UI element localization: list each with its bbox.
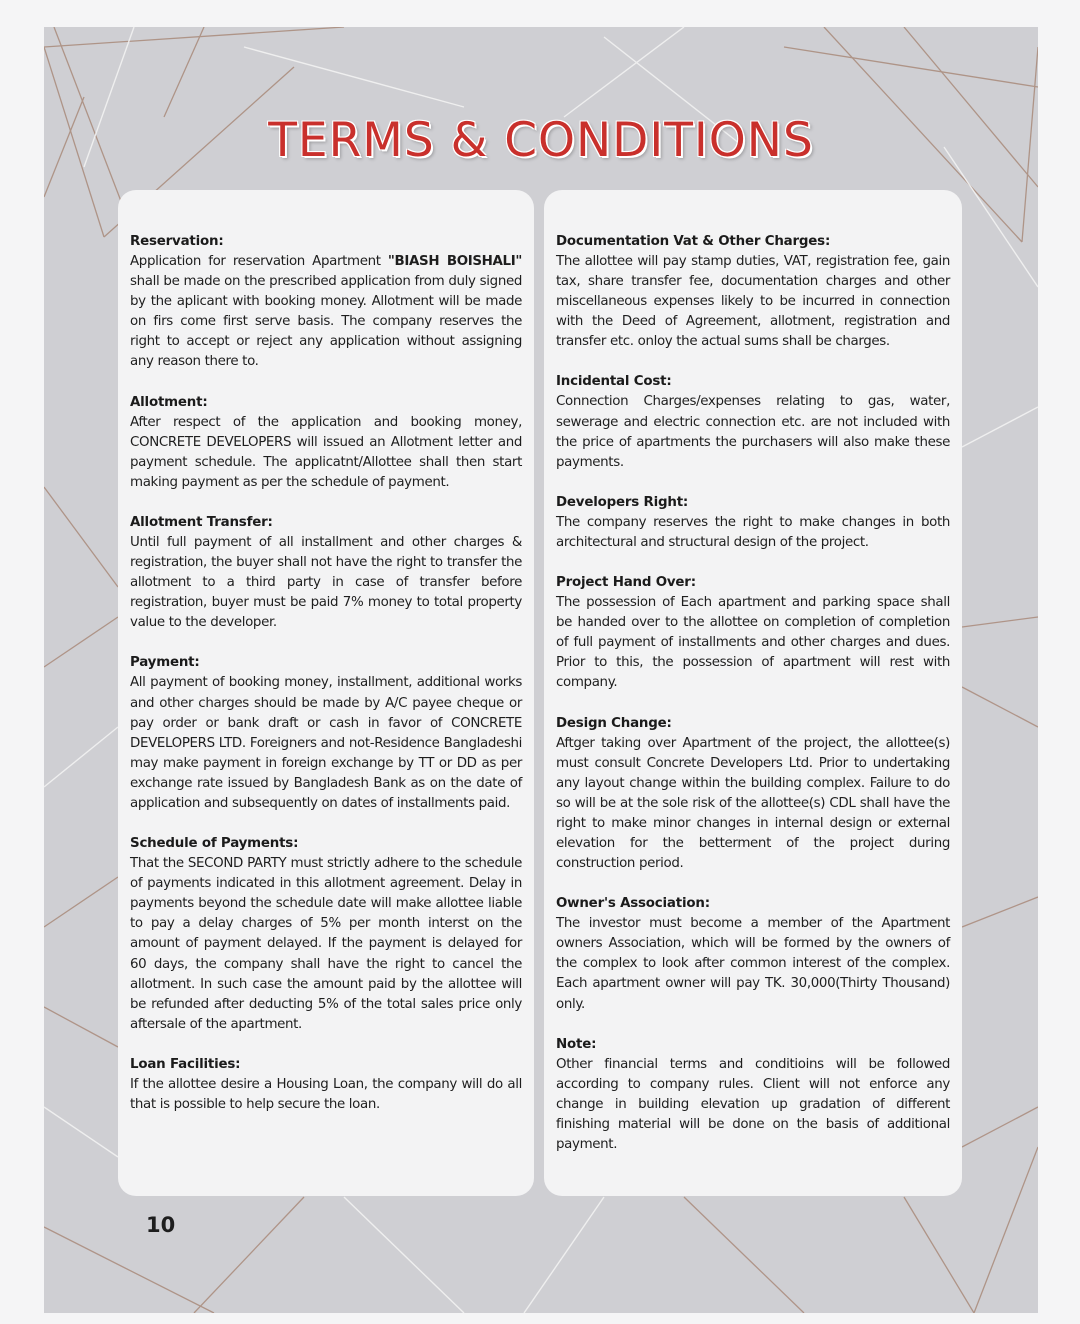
terms-card-right (544, 190, 962, 1196)
section-body: Until full payment of all installment and other charges & registration, the buyer shall not have the right to transfer the allotment to a third party in case of transfer before registration, buyer must be paid 7% money to total property value to the developer. (130, 534, 522, 631)
section-title: Note: (556, 1036, 597, 1052)
section-title: Payment: (130, 655, 200, 671)
section-body: All payment of booking money, installment, additional works and other charges should be made by A/C payee cheque or pay order or bank draft or cash in favor of CONCRETE DEVELOPERS LTD. Foreigners and not-Residence Bangladeshi may make payment in foreign exchange by TT or DD as per exchange rate issued by Bangladesh Bank as on the date of application and subsequently on dates of installments paid. (130, 675, 522, 811)
section-title: Project Hand Over: (556, 575, 696, 591)
section-body: The allottee will pay stamp duties, VAT, registration fee, gain tax, share transfer fee, documentation charges and other miscellaneous expenses likely to be incurred in connection with the Deed of Agreement, allotment, registration and transfer etc. onloy the actual sums shall be charges. (556, 254, 950, 350)
section-body: Aftger taking over Apartment of the project, the allottee(s) must consult Concrete Developers Ltd. Prior to undertaking any layout change within the building complex. Failure to do so will be at the sole risk of the allottee(s) CDL shall have the right to make minor changes in internal design or external elevation for the betterment of the project during construction period. (556, 735, 950, 872)
section-body: The company reserves the right to make changes in both architectural and structural design of the project. (556, 514, 950, 550)
section-loan-facilities (130, 1055, 522, 1115)
page-number: 10 (146, 1213, 176, 1237)
section-owners-association (556, 894, 950, 1014)
brochure-page (44, 27, 1038, 1313)
section-note (556, 1035, 950, 1155)
section-allotment-transfer (130, 513, 522, 633)
section-body: If the allottee desire a Housing Loan, the company will do all that is possible to help secure the loan. (130, 1076, 522, 1112)
section-allotment (130, 393, 522, 493)
section-title: Documentation Vat & Other Charges: (556, 234, 831, 249)
section-title: Schedule of Payments: (130, 836, 299, 852)
terms-card-left (118, 190, 534, 1196)
section-documentation (556, 232, 950, 352)
section-payment (130, 653, 522, 814)
section-title: Developers Right: (556, 494, 689, 510)
section-title: Design Change: (556, 715, 672, 731)
section-title: Owner's Association: (556, 896, 710, 912)
section-project-hand-over (556, 573, 950, 693)
section-body: The investor must become a member of the Apartment owners Association, which will be formed by the owners of the complex to look after common interest of the complex. Each apartment owner will pay TK. 30,000(Thirty Thousand) only. (556, 916, 950, 1012)
section-title: Allotment Transfer: (130, 514, 273, 530)
section-reservation (130, 232, 522, 373)
section-schedule-of-payments (130, 834, 522, 1035)
section-body: After respect of the application and booking money, CONCRETE DEVELOPERS will issued an Allotment letter and payment schedule. The applicatnt/Allottee shall then start making payment as per the schedule of payment. (130, 414, 522, 490)
section-developers-right (556, 493, 950, 553)
reservation-text-start: Application for reservation Apartment (130, 254, 388, 269)
page-title: TERMS & CONDITIONS (268, 113, 814, 168)
section-title: Allotment: (130, 394, 208, 410)
section-body (130, 252, 522, 373)
section-incidental-cost (556, 372, 950, 472)
section-title: Loan Facilities: (130, 1056, 241, 1072)
section-design-change (556, 714, 950, 875)
section-body: Other financial terms and conditioins will be followed according to company rules. Client will not enforce any change in building elevation up gradation of different finishing material will be done on the basis of additional payment. (556, 1056, 950, 1152)
section-body: That the SECOND PARTY must strictly adhere to the schedule of payments indicated in this allotment agreement. Delay in payments beyond the schedule date will make allottee liable to pay a delay charges of 5% per month interst on the amount of payment delayed. If the payment is delayed for 60 days, the company shall have the right to cancel the allotment. In such case the amount paid by the allottee will be refunded after deducting 5% of the total sales price only aftersale of the apartment. (130, 856, 522, 1032)
reservation-text-end: shall be made on the prescribed application from duly signed by the aplicant with booking money. Allotment will be made on firs come first serve basis. The company reserves the right to accept or reject any application without assigning any reason there to. (130, 274, 522, 370)
project-name: "BIASH BOISHALI" (387, 254, 522, 269)
section-title: Incidental Cost: (556, 374, 672, 390)
section-body: The possession of Each apartment and parking space shall be handed over to the allottee on completion of completion of full payment of installments and other charges and dues. Prior to this, the possession of apartment will rest with company. (556, 595, 950, 691)
section-body: Connection Charges/expenses relating to gas, water, sewerage and electric connection etc. are not included with the price of apartments the purchasers will also make these payments. (556, 394, 950, 470)
section-title: Reservation: (130, 234, 224, 249)
